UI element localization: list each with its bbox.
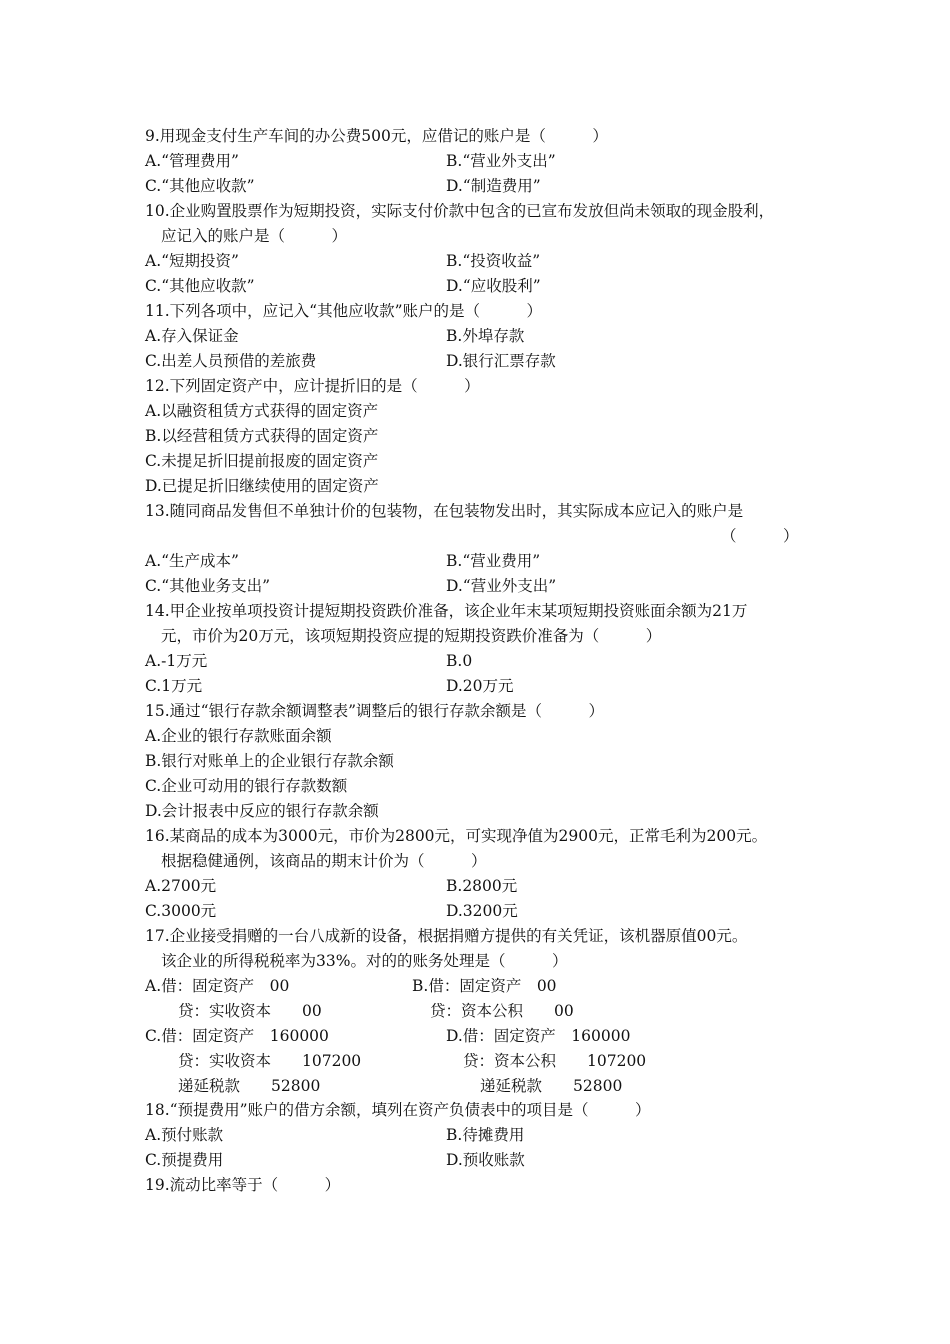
q10-stem-line1: 10.企业购置股票作为短期投资，实际支付价款中包含的已宣布发放但尚未领取的现金股利， — [145, 202, 775, 220]
q13-stem: 13.随同商品发售但不单独计价的包装物，在包装物发出时，其实际成本应记入的账户是 — [145, 502, 744, 520]
q16-option-a: A.2700元 — [145, 877, 217, 895]
q13-answer-paren: （ ） — [721, 527, 799, 545]
q14-stem-line1: 14.甲企业按单项投资计提短期投资跌价准备，该企业年末某项短期投资账面余额为21万 — [145, 602, 748, 620]
q10-option-b: B.“投资收益” — [446, 252, 541, 270]
q9-option-b: B.“营业外支出” — [446, 152, 556, 170]
q10-option-c: C.“其他应收款” — [145, 277, 255, 295]
q17-option-d-credit-1: 贷：资本公积 107200 — [463, 1052, 647, 1070]
q9-option-a: A.“管理费用” — [145, 152, 239, 170]
q11-option-d: D.银行汇票存款 — [446, 352, 556, 370]
q11-option-b: B.外埠存款 — [446, 327, 525, 345]
q14-stem-line2: 元，市价为20万元，该项短期投资应提的短期投资跌价准备为（ ） — [161, 627, 662, 645]
q16-option-b: B.2800元 — [446, 877, 518, 895]
q17-option-b-debit: B.借：固定资产 00 — [412, 977, 557, 995]
q16-stem-line2: 根据稳健通例，该商品的期末计价为（ ） — [161, 852, 487, 870]
q16-stem-line1: 16.某商品的成本为3000元，市价为2800元，可实现净值为2900元，正常毛利为200元。 — [145, 827, 768, 845]
q17-option-c-debit: C.借：固定资产 160000 — [145, 1027, 329, 1045]
q12-option-a: A.以融资租赁方式获得的固定资产 — [145, 402, 379, 420]
q14-option-a: A.-1万元 — [145, 652, 208, 670]
q9-option-c: C.“其他应收款” — [145, 177, 255, 195]
q11-option-c: C.出差人员预借的差旅费 — [145, 352, 317, 370]
q10-stem-line2: 应记入的账户是（ ） — [161, 227, 348, 245]
q15-option-d: D.会计报表中反应的银行存款余额 — [145, 802, 379, 820]
q15-stem: 15.通过“银行存款余额调整表”调整后的银行存款余额是（ ） — [145, 702, 605, 720]
q19-stem: 19.流动比率等于（ ） — [145, 1176, 341, 1194]
q13-option-b: B.“营业费用” — [446, 552, 541, 570]
q9-stem: 9.用现金支付生产车间的办公费500元，应借记的账户是（ ） — [145, 127, 608, 145]
q14-option-c: C.1万元 — [145, 677, 203, 695]
q17-option-a-credit: 贷：实收资本 00 — [178, 1002, 322, 1020]
q12-option-c: C.未提足折旧提前报废的固定资产 — [145, 452, 379, 470]
q16-option-d: D.3200元 — [446, 902, 518, 920]
q18-option-c: C.预提费用 — [145, 1151, 224, 1169]
q14-option-d: D.20万元 — [446, 677, 514, 695]
q17-option-b-credit: 贷：资本公积 00 — [430, 1002, 574, 1020]
q10-option-a: A.“短期投资” — [145, 252, 239, 270]
q17-option-a-debit: A.借：固定资产 00 — [145, 977, 290, 995]
q17-option-d-debit: D.借：固定资产 160000 — [446, 1027, 631, 1045]
q17-option-d-credit-2: 递延税款 52800 — [480, 1077, 623, 1095]
q14-option-b: B.0 — [446, 652, 473, 670]
q12-stem: 12.下列固定资产中，应计提折旧的是（ ） — [145, 377, 480, 395]
q12-option-b: B.以经营租赁方式获得的固定资产 — [145, 427, 379, 445]
q16-option-c: C.3000元 — [145, 902, 217, 920]
q13-option-c: C.“其他业务支出” — [145, 577, 271, 595]
q9-option-d: D.“制造费用” — [446, 177, 541, 195]
q17-stem-line1: 17.企业接受捐赠的一台八成新的设备，根据捐赠方提供的有关凭证，该机器原值00元。 — [145, 927, 748, 945]
q11-option-a: A.存入保证金 — [145, 327, 239, 345]
q15-option-b: B.银行对账单上的企业银行存款余额 — [145, 752, 394, 770]
q15-option-c: C.企业可动用的银行存款数额 — [145, 777, 348, 795]
q17-option-c-credit-1: 贷：实收资本 107200 — [178, 1052, 362, 1070]
q13-option-a: A.“生产成本” — [145, 552, 239, 570]
q13-option-d: D.“营业外支出” — [446, 577, 557, 595]
q18-option-d: D.预收账款 — [446, 1151, 525, 1169]
q18-option-b: B.待摊费用 — [446, 1126, 525, 1144]
q17-option-c-credit-2: 递延税款 52800 — [178, 1077, 321, 1095]
q18-stem: 18.“预提费用”账户的借方余额，填列在资产负债表中的项目是（ ） — [145, 1101, 651, 1119]
q10-option-d: D.“应收股利” — [446, 277, 541, 295]
q11-stem: 11.下列各项中，应记入“其他应收款”账户的是（ ） — [145, 302, 543, 320]
q15-option-a: A.企业的银行存款账面余额 — [145, 727, 332, 745]
q18-option-a: A.预付账款 — [145, 1126, 224, 1144]
q12-option-d: D.已提足折旧继续使用的固定资产 — [145, 477, 379, 495]
q17-stem-line2: 该企业的所得税税率为33%。对的的账务处理是（ ） — [161, 952, 568, 970]
